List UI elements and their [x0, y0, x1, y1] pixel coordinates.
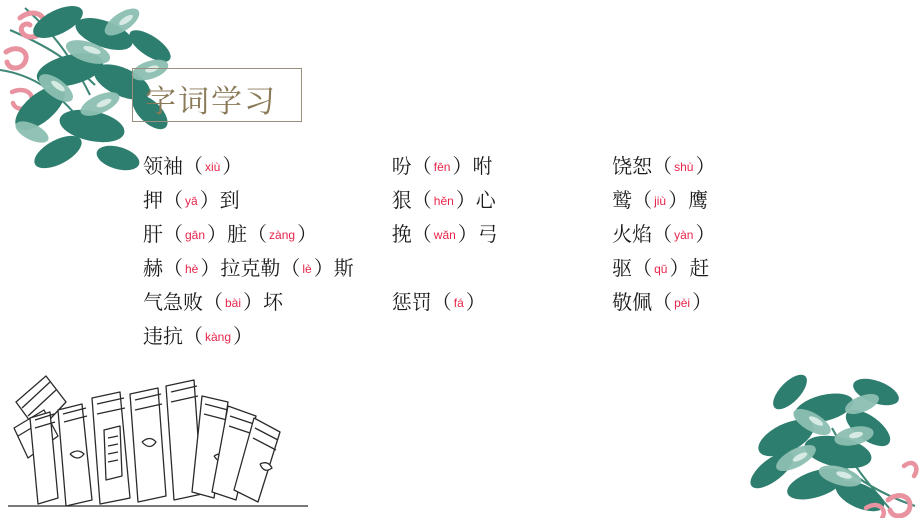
- word-cell: [143, 320, 405, 354]
- word-row: [143, 286, 783, 320]
- word-row: [143, 184, 783, 218]
- word-cell: [143, 286, 392, 320]
- word-cell: [392, 184, 612, 218]
- word-cell: [392, 150, 612, 184]
- word-text: 鹫（: [612, 190, 653, 212]
- word-cell: [612, 184, 783, 218]
- pinyin-second: zàng: [269, 228, 296, 242]
- word-text: 违抗（: [143, 326, 203, 348]
- word-row: [143, 150, 783, 184]
- word-text: 吩（: [391, 156, 432, 178]
- pinyin: wǎn: [433, 228, 456, 242]
- word-text-end: ）: [695, 156, 716, 178]
- pinyin: fēn: [433, 160, 451, 174]
- word-cell: [143, 252, 612, 286]
- word-text-end: ）到: [199, 190, 240, 212]
- word-text: 赫（: [143, 258, 183, 280]
- word-text-mid: ）拉克勒（: [200, 258, 301, 280]
- pinyin: bài: [225, 296, 242, 310]
- pinyin: qū: [654, 262, 668, 276]
- word-text: 驱（: [612, 258, 653, 280]
- pinyin: fá: [453, 296, 464, 310]
- word-text-end: ）: [222, 156, 243, 178]
- word-cell: [143, 218, 392, 252]
- pinyin: gān: [185, 228, 206, 242]
- word-cell: [612, 252, 783, 286]
- leaf-flower-cluster-icon: [720, 358, 920, 518]
- word-text: 领袖（: [143, 156, 203, 178]
- word-row: [143, 252, 783, 286]
- pinyin: jiù: [654, 194, 667, 208]
- books-sketch-icon: [8, 358, 338, 513]
- pinyin: kàng: [205, 330, 232, 344]
- pinyin: xiù: [205, 160, 221, 174]
- pinyin: pèi: [674, 296, 691, 310]
- books-illustration: [8, 358, 338, 513]
- word-list: [143, 150, 783, 354]
- word-text-end: ）心: [455, 190, 496, 212]
- word-cell: [143, 150, 392, 184]
- pinyin: shù: [674, 160, 694, 174]
- word-text: 肝（: [143, 224, 183, 246]
- pinyin: hè: [185, 262, 199, 276]
- word-text: 押（: [143, 190, 183, 212]
- word-row: [143, 218, 783, 252]
- word-text: 火焰（: [612, 224, 673, 246]
- word-text-end: ）弓: [457, 224, 498, 246]
- word-text-end: ）鹰: [668, 190, 709, 212]
- pinyin: hěn: [433, 194, 454, 208]
- word-cell: [612, 150, 783, 184]
- word-text-end: ）坏: [243, 292, 284, 314]
- word-text-end: ）: [692, 292, 713, 314]
- word-cell: [392, 286, 612, 320]
- word-cell: [612, 218, 783, 252]
- word-row: [143, 320, 783, 354]
- word-text: 狠（: [391, 190, 432, 212]
- word-text: 敬佩（: [612, 292, 673, 314]
- pinyin: yàn: [674, 228, 694, 242]
- word-text: 饶恕（: [612, 156, 673, 178]
- word-text: 惩罚（: [391, 292, 452, 314]
- word-cell: [612, 286, 783, 320]
- word-text-end: ）: [297, 224, 318, 246]
- word-text-end: ）: [465, 292, 486, 314]
- word-text-end: ）赶: [669, 258, 710, 280]
- word-text-mid: ）脏（: [207, 224, 268, 246]
- pinyin-second: lè: [302, 262, 312, 276]
- decoration-bottom-right: [720, 358, 920, 518]
- word-text: 挽（: [391, 224, 432, 246]
- word-text-end: ）斯: [313, 258, 354, 280]
- word-text-end: ）咐: [452, 156, 493, 178]
- word-text: 气急败（: [143, 292, 223, 314]
- pinyin: yā: [185, 194, 198, 208]
- word-cell: [392, 218, 612, 252]
- word-cell: [143, 184, 392, 218]
- word-text-end: ）: [695, 224, 716, 246]
- word-text-end: ）: [233, 326, 254, 348]
- page-title: 字词学习: [145, 84, 277, 119]
